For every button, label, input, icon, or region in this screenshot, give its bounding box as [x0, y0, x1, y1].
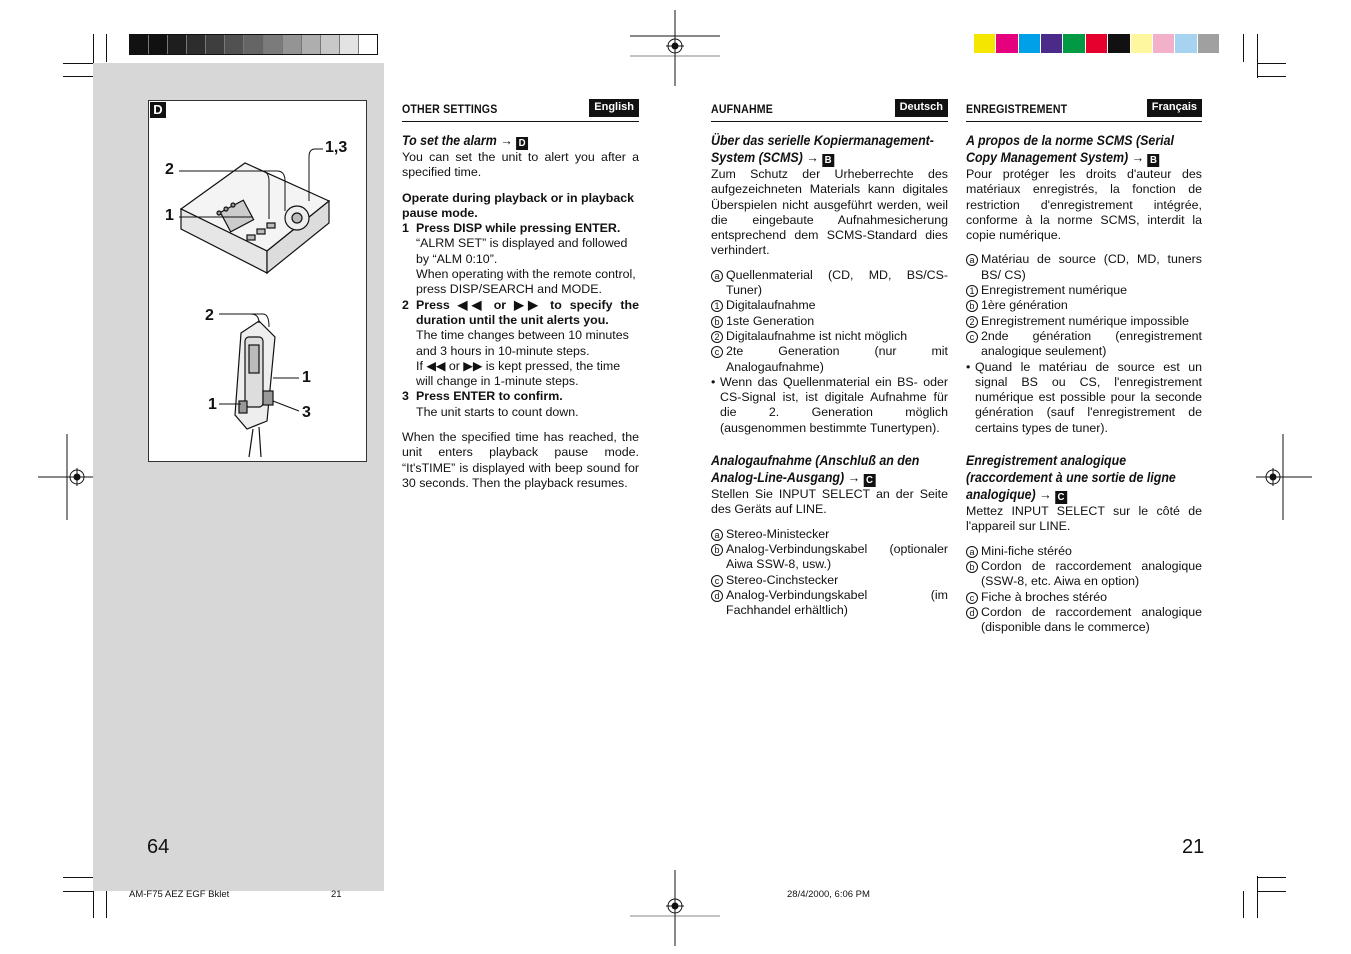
footer-filename: AM-F75 AEZ EGF Bklet	[129, 889, 230, 900]
registration-mark-bottom	[628, 868, 722, 948]
gray-swatch	[339, 35, 358, 54]
callout-3-remote: 3	[302, 404, 311, 421]
step-body: When operating with the remote control, press DISP/SEARCH and MODE.	[416, 267, 636, 297]
step-number: 3	[402, 389, 409, 404]
legend-text: Analog-Verbindungskabel (optionaler Aiwa SSW-8, usw.)	[726, 541, 948, 572]
legend-item	[966, 544, 1202, 559]
legend-item	[711, 573, 948, 588]
legend-marker: 2	[711, 331, 723, 343]
analog-title-line-1: Enregistrement analogique	[966, 453, 1127, 469]
color-swatch	[1153, 34, 1174, 53]
legend-marker: a	[966, 546, 978, 558]
legend-text: Analog-Verbindungskabel (im Fachhandel erhältlich)	[726, 587, 948, 618]
legend-item	[966, 283, 1202, 298]
legend-item	[711, 588, 948, 619]
legend-text: Enregistrement numérique impossible	[981, 313, 1189, 328]
analog-title-line-1: Analogaufnahme (Anschluß an den	[711, 453, 920, 469]
alarm-step	[402, 298, 639, 390]
callout-1-top: 1	[165, 207, 174, 224]
gray-swatch	[148, 35, 167, 54]
legend-text: Cordon de raccordement analogique (SSW-8, etc. Aiwa en option)	[981, 558, 1202, 589]
callout-1-remote-right: 1	[302, 369, 311, 386]
figure-label: D	[150, 102, 166, 118]
legend-text: 2te Generation (nur mit Analogaufnahme)	[726, 344, 948, 374]
legend-marker: c	[966, 592, 978, 604]
legend-text: Stereo-Cinchstecker	[726, 572, 839, 587]
analog-intro: Stellen Sie INPUT SELECT an der Seite des Geräts auf LINE.	[711, 487, 948, 517]
legend-marker: d	[966, 607, 978, 619]
legend-text: 2nde génération (enregistrement analogique seulement)	[981, 328, 1202, 359]
legend-item	[966, 329, 1202, 360]
grayscale-calibration-bar	[129, 34, 378, 55]
scms-title-line-1: A propos de la norme SCMS (Serial	[966, 133, 1174, 148]
section-title: AUFNAHME	[711, 103, 774, 116]
scms-title-line-2: Copy Management System) → B	[966, 149, 1183, 167]
deutsch-column	[711, 99, 948, 618]
legend-item	[966, 590, 1202, 605]
legend-text: Digitalaufnahme ist nicht möglich	[726, 328, 908, 343]
step-body: “ALRM SET” is displayed and followed by “ALM 0:10”.	[416, 236, 628, 266]
step-body: The unit starts to count down.	[416, 404, 579, 419]
registration-mark-top	[628, 8, 722, 88]
gray-swatch	[243, 35, 262, 54]
legend-marker: d	[711, 590, 723, 602]
callout-1-remote-left: 1	[208, 396, 217, 413]
francais-column	[966, 99, 1202, 635]
legend-text: Matériau de source (CD, MD, tuners BS/ CS)	[981, 252, 1202, 282]
scms-title-line-2: System (SCMS) → B	[711, 149, 929, 167]
legend-item	[711, 314, 948, 329]
scms-title-line-1: Über das serielle Kopiermanagement-	[711, 133, 934, 148]
legend-item	[711, 298, 948, 313]
step-title: Press DISP while pressing ENTER.	[416, 221, 621, 236]
legend-text: Digitalaufnahme	[726, 298, 816, 313]
gray-swatch	[224, 35, 243, 54]
alarm-subtitle: To set the alarm → D	[402, 132, 620, 150]
page-number-right: 21	[1182, 836, 1205, 858]
legend-marker: b	[711, 544, 723, 556]
registration-mark-right	[1232, 434, 1312, 520]
color-swatch	[1063, 34, 1084, 53]
legend-item	[966, 559, 1202, 590]
gray-swatch	[167, 35, 186, 54]
footer-timestamp: 28/4/2000, 6:06 PM	[787, 889, 870, 900]
legend-marker: b	[966, 561, 978, 573]
legend-marker: c	[711, 346, 723, 358]
alarm-intro: You can set the unit to alert you after a specified time.	[402, 150, 639, 180]
language-tab: Français	[1147, 99, 1202, 117]
step-number: 2	[402, 297, 409, 312]
alarm-step	[402, 389, 639, 420]
color-swatch	[1019, 34, 1040, 53]
alarm-closing: When the specified time has reached, the unit enters playback pause mode. “It'sTIME” is displayed with beep sound for 30 seconds. Then the playback resumes.	[402, 430, 639, 490]
color-swatch	[1041, 34, 1062, 53]
color-calibration-bar	[974, 34, 1220, 53]
scms-intro: Pour protéger les droits d'auteur des matériaux enregistrés, la fonction de restriction d'enregistrement intégrée, conforme à la norme SCMS, interdit la copie numérique.	[966, 167, 1202, 243]
color-swatch	[1198, 34, 1219, 53]
alarm-step	[402, 221, 639, 297]
gray-swatch	[282, 35, 301, 54]
legend-item	[966, 252, 1202, 283]
step-number: 1	[402, 221, 409, 236]
legend-item	[711, 542, 948, 573]
color-swatch	[1175, 34, 1196, 53]
scms-bullet: • Quand le matériau de source est un signal BS ou CS, l'enregistrement numérique est possible pour la seconde génération (sauf l'enregistrement de certains types de tuner).	[966, 359, 1202, 435]
legend-item	[966, 605, 1202, 636]
step-title: Press ◀◀ or ▶▶ to specify the duration until the unit alerts you.	[416, 297, 639, 327]
callout-2-remote: 2	[205, 307, 214, 324]
operate-note: Operate during playback or in playback pause mode.	[402, 190, 635, 220]
legend-text: Quellenmaterial (CD, MD, BS/CS-Tuner)	[726, 267, 948, 298]
section-title: OTHER SETTINGS	[402, 103, 498, 116]
deutsch-header	[711, 99, 948, 122]
analog-legend	[966, 544, 1202, 636]
color-swatch	[974, 34, 995, 53]
gray-swatch	[358, 35, 377, 54]
legend-marker: b	[966, 300, 978, 312]
legend-marker: 1	[966, 285, 978, 297]
legend-text: Stereo-Ministecker	[726, 526, 830, 541]
legend-text: Fiche à broches stéréo	[981, 589, 1108, 604]
language-tab: Deutsch	[895, 99, 948, 117]
gray-swatch	[205, 35, 224, 54]
legend-marker: a	[711, 270, 723, 282]
legend-marker: b	[711, 316, 723, 328]
scms-legend	[711, 268, 948, 375]
legend-text: 1ste Generation	[726, 313, 815, 328]
language-tab: English	[589, 99, 639, 117]
legend-marker: c	[711, 575, 723, 587]
scms-intro: Zum Schutz der Urheberrechte des aufgezeichneten Materials kann digitales Überspielen nicht ausgeführt werden, weil die eingebaute Aufnahmesicherung entsprechend dem SCMS-Standard dies verhindert.	[711, 167, 948, 258]
color-swatch	[996, 34, 1017, 53]
legend-marker: a	[966, 254, 978, 266]
legend-item	[966, 314, 1202, 329]
scms-bullet: • Wenn das Quellenmaterial ein BS- oder CS-Signal ist, ist digitale Aufnahme für die 2. Generation möglich (ausgenommen bestimmte Tunertypen).	[711, 374, 948, 435]
color-swatch	[1108, 34, 1129, 53]
alarm-steps	[402, 221, 639, 420]
footer-sheet-number: 21	[331, 889, 342, 900]
gray-swatch	[186, 35, 205, 54]
callout-1-3: 1,3	[325, 139, 348, 156]
legend-text: Cordon de raccordement analogique (disponible dans le commerce)	[981, 604, 1202, 635]
color-swatch	[1131, 34, 1152, 53]
gray-swatch	[320, 35, 339, 54]
analog-legend	[711, 527, 948, 619]
step-body: If ◀◀ or ▶▶ is kept pressed, the time will change in 1-minute steps.	[416, 358, 621, 389]
legend-text: Enregistrement numérique	[981, 283, 1128, 298]
scms-legend	[966, 252, 1202, 359]
legend-text: 1ère génération	[981, 298, 1068, 313]
gray-swatch	[263, 35, 282, 54]
legend-marker: 2	[966, 316, 978, 328]
legend-item	[966, 298, 1202, 313]
legend-text: Mini-fiche stéréo	[981, 543, 1072, 558]
legend-item	[711, 268, 948, 299]
gray-swatch	[130, 35, 148, 54]
francais-header	[966, 99, 1202, 122]
english-column	[402, 99, 639, 491]
page-number-left: 64	[147, 836, 170, 858]
legend-marker: 1	[711, 300, 723, 312]
analog-title-line-2: (raccordement à une sortie de ligne	[966, 470, 1176, 486]
color-swatch	[1086, 34, 1107, 53]
legend-item	[711, 344, 948, 375]
legend-marker: c	[966, 331, 978, 343]
analog-title-line-2: Analog-Line-Ausgang) → C	[711, 469, 929, 487]
gray-swatch	[301, 35, 320, 54]
legend-item	[711, 527, 948, 542]
step-title: Press ENTER to confirm.	[416, 389, 563, 404]
callout-2-top: 2	[165, 161, 174, 178]
analog-title-line-3: analogique) → C	[966, 486, 1183, 504]
legend-marker: a	[711, 529, 723, 541]
legend-item	[711, 329, 948, 344]
section-title: ENREGISTREMENT	[966, 103, 1068, 116]
step-body: The time changes between 10 minutes and 3 hours in 10-minute steps.	[416, 328, 629, 358]
english-header	[402, 99, 639, 122]
analog-intro: Mettez INPUT SELECT sur le côté de l'appareil sur LINE.	[966, 504, 1202, 534]
